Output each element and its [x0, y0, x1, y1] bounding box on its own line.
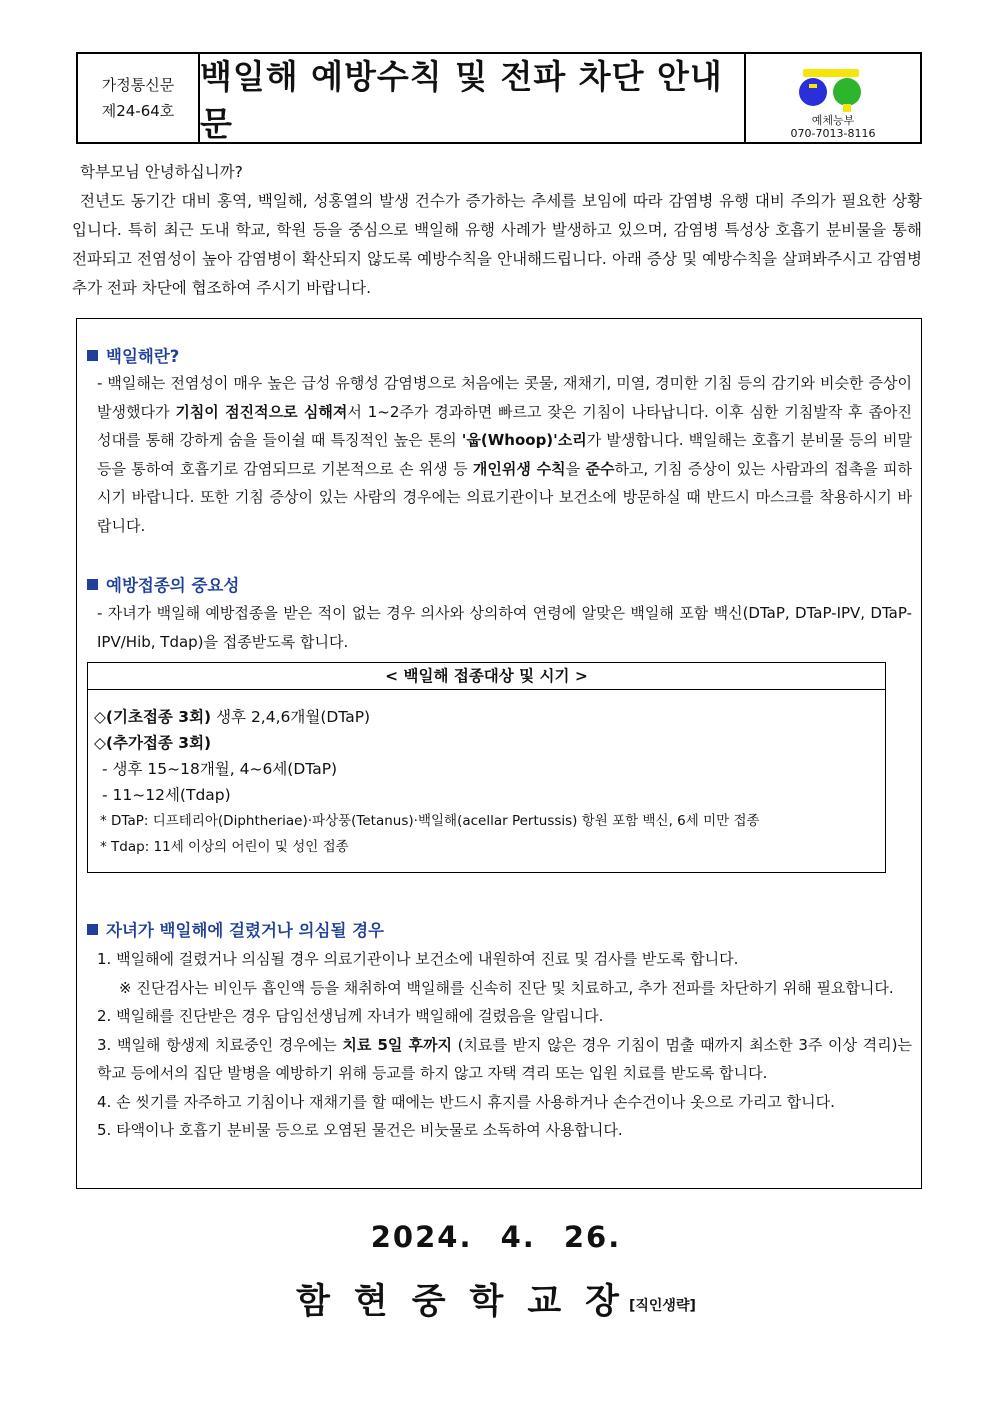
- square-bullet-icon: [87, 350, 98, 361]
- issue-date: 2024. 4. 26.: [370, 1220, 622, 1254]
- basic-dose-line: ◇(기초접종 3회) 생후 2,4,6개월(DTaP): [94, 708, 371, 726]
- booster-dose-label: ◇(추가접종 3회): [94, 734, 212, 752]
- school-logo-cell: [744, 54, 920, 142]
- infection-guidelines-list: [97, 945, 912, 1145]
- schedule-title: < 백일해 접종대상 및 시기 >: [88, 663, 885, 690]
- vaccination-schedule-box: [87, 662, 886, 873]
- section-heading-vaccination: 예방접종의 중요성: [87, 572, 239, 596]
- square-bullet-icon: [87, 579, 98, 590]
- list-item: 4. 손 씻기를 자주하고 기침이나 재채기를 할 때에는 반드시 휴지를 사용하거나 손수건이나 옷으로 가리고 합니다.: [97, 1092, 835, 1111]
- list-item: 5. 타액이나 호흡기 분비물 등으로 오염된 물건은 비눗물로 소독하여 사용합니다.: [97, 1121, 623, 1139]
- note-dtap: * DTaP: 디프테리아(Diphtheriae)·파상풍(Tetanus)·백일해(acellar Pertussis) 항원 포함 백신, 6세 미만 접종: [100, 813, 760, 829]
- booster-line-1: - 생후 15~18개월, 4~6세(DTaP): [102, 760, 338, 778]
- doc-id-cell: [78, 54, 200, 142]
- schedule-body: [88, 690, 885, 860]
- dept-name: 예체능부: [811, 114, 855, 127]
- square-bullet-icon: [87, 924, 98, 935]
- intro-body: 전년도 동기간 대비 홍역, 백일해, 성홍열의 발생 건수가 증가하는 추세를 보임에 따라 감염병 유행 대비 주의가 필요한 상황입니다. 특히 최근 도내 학교, 학원 등을 중심으로 백일해 유행 사례가 발생하고 있으며, 감염병 특성상 호흡기 분비물을 통해 전파되고 전염성이 높아 감염병이 확산되지 않도록 예방수칙을 안내해드립니다. 아래 증상 및 예방수칙을 살펴봐주시고 감염병 추가 전파 차단에 협조하여 주시기 바랍니다.: [72, 192, 922, 297]
- document-header: [76, 52, 922, 144]
- doc-number: 제24-64호: [101, 102, 175, 120]
- section-heading-pertussis: 백일해란?: [87, 343, 179, 367]
- principal-name: 함현중학교장: [296, 1282, 643, 1322]
- list-item: 1. 백일해에 걸렸거나 의심될 경우 의료기관이나 보건소에 내원하여 진료 및 검사를 받도록 합니다.: [97, 950, 739, 968]
- signature-line: [0, 1274, 992, 1324]
- pertussis-description: - 백일해는 전염성이 매우 높은 급성 유행성 감염병으로 처음에는 콧물, 재채기, 미열, 경미한 기침 등의 감기와 비슷한 증상이 발생했다가 기침이 점진적으로 심해져서 1~2주가 경과하면 빠르고 잦은 기침이 나타납니다. 이후 심한 기침발작 후 좁아진 성대를 통해 강하게 숨을 들이쉴 때 특징적인 높은 톤의 '웁(Whoop)'소리가 발생합니다. 백일해는 호흡기 분비물 등의 비말 등을 통하여 호흡기로 감염되므로 기본적으로 손 위생 등 개인위생 수칙을 준수하고, 기침 증상이 있는 사람과의 접촉을 피하시기 바랍니다. 또한 기침 증상이 있는 사람의 경우에는 의료기관이나 보건소에 방문하실 때 반드시 마스크를 착용하시기 바랍니다.: [97, 374, 913, 535]
- intro-section: [72, 158, 922, 303]
- dept-phone: 070-7013-8116: [790, 127, 876, 140]
- vaccination-description: - 자녀가 백일해 예방접종을 받은 적이 없는 경우 의사와 상의하여 연령에 알맞은 백일해 포함 백신(DTaP, DTaP-IPV, DTaP-IPV/Hib, Tdap)을 접종받도록 합니다.: [97, 604, 912, 651]
- list-item: 3. 백일해 항생제 치료중인 경우에는 치료 5일 후까지 (치료를 받지 않은 경우 기침이 멈출 때까지 최소한 3주 이상 격리)는 학교 등에서의 집단 발병을 예방하기 위해 등교를 하지 않고 자택 격리 또는 입원 치료를 받도록 합니다.: [97, 1035, 913, 1082]
- greeting: 학부모님 안녕하십니까?: [80, 163, 243, 181]
- section-heading-if-infected: 자녀가 백일해에 걸렸거나 의심될 경우: [87, 917, 384, 941]
- booster-line-2: - 11~12세(Tdap): [102, 786, 231, 804]
- school-logo-icon: [797, 64, 869, 114]
- main-content-box: [76, 318, 922, 1189]
- note-tdap: * Tdap: 11세 이상의 어린이 및 성인 접종: [100, 839, 349, 855]
- list-item: 2. 백일해를 진단받은 경우 담임선생님께 자녀가 백일해에 걸렸음을 알립니다.: [97, 1007, 604, 1025]
- page-title: 백일해 예방수칙 및 전파 차단 안내문: [200, 57, 723, 143]
- list-item-note: ※ 진단검사는 비인두 흡인액 등을 채취하여 백일해를 신속히 진단 및 치료하고, 추가 전파를 차단하기 위해 필요합니다.: [119, 978, 894, 997]
- seal-note: [직인생략]: [628, 1298, 696, 1314]
- doc-type: 가정통신문: [101, 76, 175, 94]
